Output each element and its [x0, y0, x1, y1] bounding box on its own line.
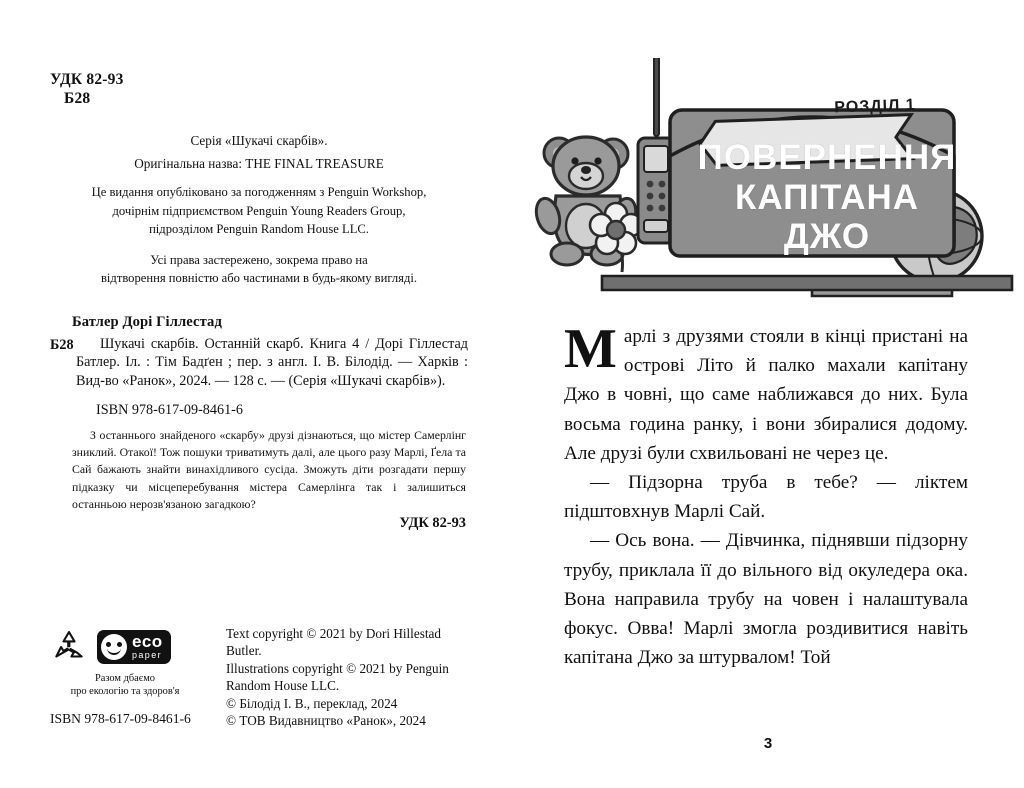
- copyright-line: Text copyright © 2021 by Dori Hillestad Butler.: [226, 625, 441, 659]
- chapter-illustration: [512, 0, 1024, 300]
- publisher-note: [50, 183, 468, 238]
- original-title-row: [50, 154, 468, 174]
- chapter-title-line-2: КАПІТАНА: [734, 177, 920, 217]
- publisher-note-line-2: дочірнім підприємством Penguin Young Readers Group,: [112, 203, 406, 218]
- udk-code: УДК 82-93: [50, 71, 124, 88]
- eco-smiley-icon: [101, 634, 127, 660]
- book-annotation: З останнього знайденого «скарбу» друзі дізнаються, що містер Самерлінг зниклий. Отакої! Тож пошуки триватимуть далі, але цього разу Марлі, Ґела та Сай бажають знайти винахідливого сусіда. Зможуть діти розгадати першу підказку чи місцеперебування містера Самерлінга так і залишиться останньою нерозв'язаною загадкою?: [72, 428, 466, 511]
- recycle-icon: [50, 628, 88, 666]
- cip-code: Б28: [50, 336, 74, 353]
- eco-caption-line-1: Разом дбаємо: [94, 672, 156, 684]
- drop-cap: М: [564, 318, 617, 380]
- isbn-footer: ISBN 978-617-09-8461-6: [50, 710, 191, 726]
- udk-footer: УДК 82-93: [399, 514, 466, 531]
- chapter-title-line-1: ПОВЕРНЕННЯ: [697, 138, 957, 177]
- chapter-opening-page: [512, 0, 1024, 788]
- rights-note-line-1: Усі права застережено, зокрема право на: [150, 253, 368, 268]
- eco-logos: [50, 626, 200, 727]
- eco-caption: [50, 672, 200, 699]
- copyright-line: © Білодід І. В., переклад, 2024: [226, 695, 398, 711]
- chapter-title: [662, 140, 992, 255]
- copyright-line: © ТОВ Видавництво «Ранок», 2024: [226, 713, 426, 729]
- author-name: Батлер Дорі Гіллестад: [72, 313, 222, 330]
- copyright-line: Illustrations copyright © 2021 by Penguin: [226, 660, 449, 676]
- series-note: Серія «Шукачі скарбів».: [190, 132, 328, 148]
- eco-paper-badge: [97, 630, 171, 664]
- paragraph-3: — Ось вона. — Дівчинка, піднявши підзорну трубу, приклала її до вільного від окуледера ока. Вона направила трубу на човен і налаштувала фокус. Овва! Марлі змогла роздивитися навіть капітана Джо за штурвалом! Той: [564, 530, 968, 669]
- original-title-value: THE FINAL TREASURE: [245, 155, 384, 171]
- eco-badge-word-1: eco: [132, 632, 163, 652]
- rights-note-line-2: відтворення повністю або частинами в будь-якому вигляді.: [100, 271, 418, 286]
- original-title-label: Оригінальна назва:: [134, 155, 246, 171]
- isbn-main: ISBN 978-617-09-8461-6: [96, 402, 243, 419]
- chapter-number-label: РОЗДІЛ 1: [834, 96, 916, 117]
- series-block: [50, 131, 468, 174]
- chapter-body-text: [512, 300, 1024, 672]
- cip-description: Шукачі скарбів. Останній скарб. Книга 4 / Дорі Гіллестад Батлер. Іл. : Тім Бадґен ; пер. з англ. І. В. Білодід. — Харків : Вид-во «Ранок», 2024. — 128 с. — (Серія «Шукачі скарбів»).: [76, 335, 468, 390]
- rights-note: [50, 251, 468, 288]
- paragraph-1-text: арлі з друзями стояли в кінці пристані на острові Літо й палко махали капітану Джо в човні, що саме наближався до них. Була восьма година ранку, і вони збиралися додому. Але друзі були схвильовані не через це.: [564, 326, 968, 464]
- eco-caption-line-2: про екологію та здоров'я: [70, 686, 180, 698]
- copyright-line: Random House LLC.: [226, 678, 340, 694]
- chapter-title-line-3: ДЖО: [783, 217, 871, 257]
- copyright-notices: [210, 623, 470, 730]
- publisher-note-line-3: підрозділом Penguin Random House LLC.: [149, 221, 369, 236]
- publisher-note-line-1: Це видання опубліковано за погодженням з Penguin Workshop,: [91, 185, 427, 200]
- paragraph-1: [564, 318, 968, 468]
- paragraph-2: — Підзорна труба в тебе? — ліктем підштовхнув Марлі Сай.: [564, 471, 968, 523]
- bbk-code: Б28: [64, 90, 91, 108]
- eco-and-copyright-area: [50, 623, 470, 730]
- page-number: 3: [763, 735, 773, 752]
- udk-header: [50, 70, 468, 109]
- eco-badge-word-2: paper: [132, 650, 163, 661]
- cip-record: [50, 335, 468, 392]
